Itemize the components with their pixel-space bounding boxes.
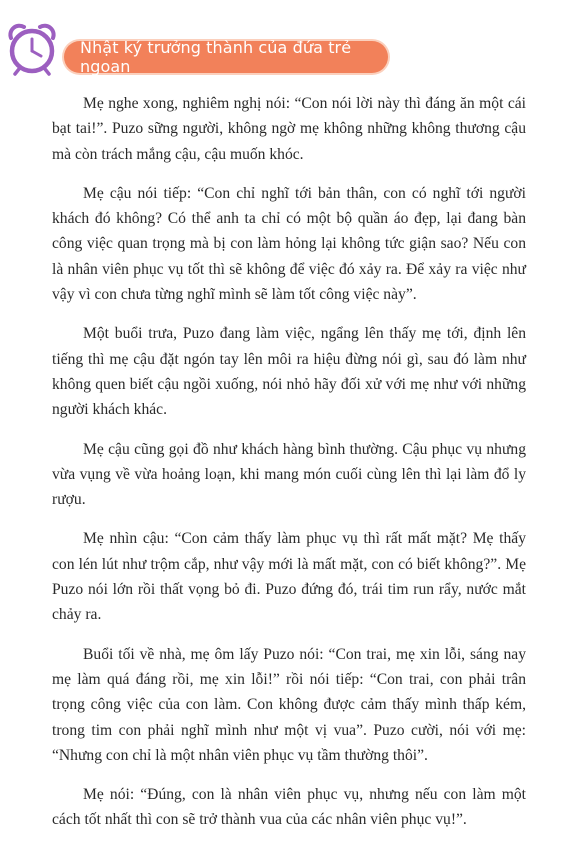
paragraph: Mẹ nghe xong, nghiêm nghị nói: “Con nói lời này thì đáng ăn một cái bạt tai!”. Puzo sững người, không ngờ mẹ không những không thương cậu mà còn trách mắng cậu, cậu muốn khóc. bbox=[52, 95, 526, 163]
paragraph: Buổi tối về nhà, mẹ ôm lấy Puzo nói: “Con trai, mẹ xin lỗi, sáng nay mẹ làm quá đáng rồi, mẹ xin lỗi!” rồi nói tiếp: “Con trai, con phải trân trọng công việc của con làm. Con không được cảm thấy mình thấp kém, trong tim con phải nghĩ mình như một vị vua”. Puzo cười, nói với mẹ: “Nhưng con chỉ là một nhân viên phục vụ tầm thường thôi”. bbox=[52, 645, 526, 764]
chapter-title: Nhật ký trưởng thành của đứa trẻ ngoan bbox=[80, 38, 352, 76]
alarm-clock-icon bbox=[2, 18, 62, 78]
page-body bbox=[52, 91, 526, 847]
paragraph: Mẹ cậu cũng gọi đồ như khách hàng bình thường. Cậu phục vụ nhưng vừa vụng về vừa hoảng loạn, khi mang món cuối cùng lên thì lại làm đổ ly rượu. bbox=[52, 440, 526, 509]
paragraph: Mẹ cậu nói tiếp: “Con chỉ nghĩ tới bản thân, con có nghĩ tới người khách đó không? Có thể anh ta chỉ có một bộ quần áo đẹp, lại đang bàn công việc quan trọng mà bị con làm hỏng lại không tức giận sao? Nếu con là nhân viên phục vụ tốt thì sẽ không để việc đó xảy ra. Để xảy ra việc như vậy vì con chưa từng nghĩ mình sẽ làm tốt công việc này”. bbox=[52, 184, 526, 304]
paragraph: Mẹ nói: “Đúng, con là nhân viên phục vụ, nhưng nếu con làm một cách tốt nhất thì con sẽ trở thành vua của các nhân viên phục vụ!”. bbox=[52, 786, 526, 829]
paragraph: Một buổi trưa, Puzo đang làm việc, ngẩng lên thấy mẹ tới, định lên tiếng thì mẹ cậu đặt ngón tay lên môi ra hiệu đừng nói gì, sau đó làm như không quen biết cậu ngồi xuống, nói nhỏ hãy đối xử với mẹ như với những người khách khác. bbox=[52, 325, 526, 419]
chapter-header-banner bbox=[64, 38, 388, 76]
paragraph: Mẹ nhìn cậu: “Con cảm thấy làm phục vụ thì rất mất mặt? Mẹ thấy con lén lút như trộm cắp, như vậy mới là mất mặt, con có biết không?”. Mẹ Puzo nói lớn rồi thất vọng bỏ đi. Puzo đứng đó, trái tim run rẩy, nước mắt chảy ra. bbox=[52, 530, 526, 624]
